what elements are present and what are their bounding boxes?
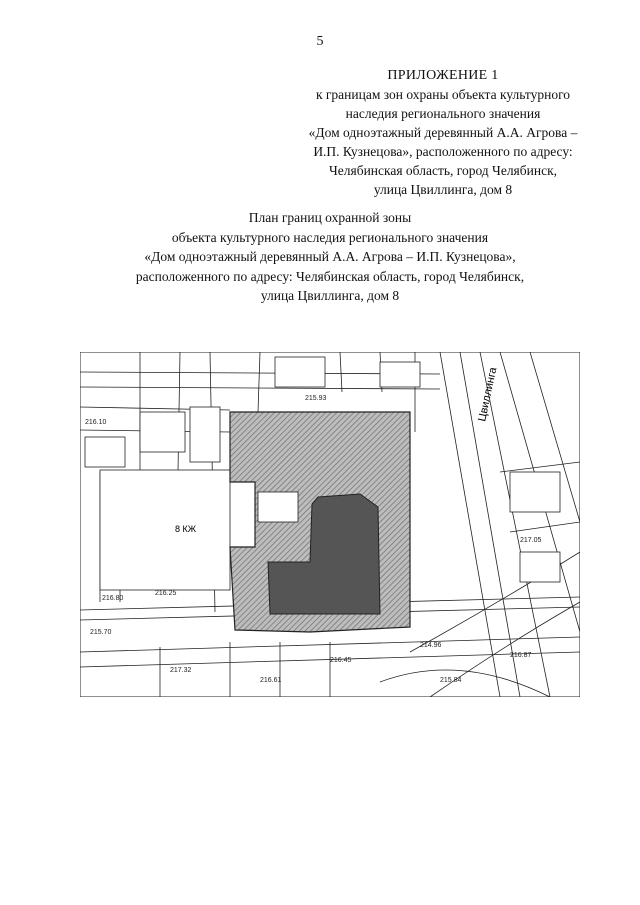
appendix-title: ПРИЛОЖЕНИЕ 1 (387, 68, 499, 83)
plan-title-line: улица Цвиллинга, дом 8 (260, 288, 400, 303)
yard-building (258, 492, 298, 522)
yard-area (100, 470, 230, 590)
yard-label: 8 КЖ (175, 524, 197, 534)
elevation-mark: 216.61 (260, 677, 282, 684)
appendix-line: И.П. Кузнецова», расположенного по адресу: (313, 144, 573, 159)
elevation-mark: 216.25 (155, 590, 177, 597)
site-plan-map (80, 352, 580, 697)
site-plan-drawing (80, 352, 580, 697)
appendix-header (268, 66, 618, 199)
plan-title-line: «Дом одноэтажный деревянный А.А. Агрова – И.П. Кузнецова», (144, 249, 516, 264)
plan-title-line: расположенного по адресу: Челябинская область, город Челябинск, (135, 268, 525, 284)
street-label: Цвиллинга (476, 366, 500, 423)
page-number: 5 (316, 34, 324, 49)
elevation-mark: 216.80 (102, 595, 124, 602)
elevation-mark: 215.93 (305, 395, 327, 402)
plan-title-line: объекта культурного наследия регионального значения (171, 229, 489, 245)
elevation-mark: 215.84 (440, 677, 462, 684)
plan-title (60, 208, 600, 306)
elevation-mark: 217.05 (520, 537, 542, 544)
elevation-mark: 215.70 (90, 629, 112, 636)
appendix-line: Челябинская область, город Челябинск, (328, 163, 558, 178)
appendix-line: к границам зон охраны объекта культурного (315, 87, 571, 102)
elevation-mark: 216.87 (510, 652, 532, 659)
plan-title-line: План границ охранной зоны (248, 210, 412, 225)
elevation-mark: 216.45 (330, 657, 352, 664)
elevation-mark: 217.32 (170, 667, 192, 674)
elevation-mark: 216.10 (85, 419, 107, 426)
elevation-mark: 214.96 (420, 642, 442, 649)
appendix-line: улица Цвиллинга, дом 8 (373, 182, 513, 197)
appendix-line: наследия регионального значения (345, 106, 541, 121)
appendix-line: «Дом одноэтажный деревянный А.А. Агрова – (308, 125, 578, 140)
